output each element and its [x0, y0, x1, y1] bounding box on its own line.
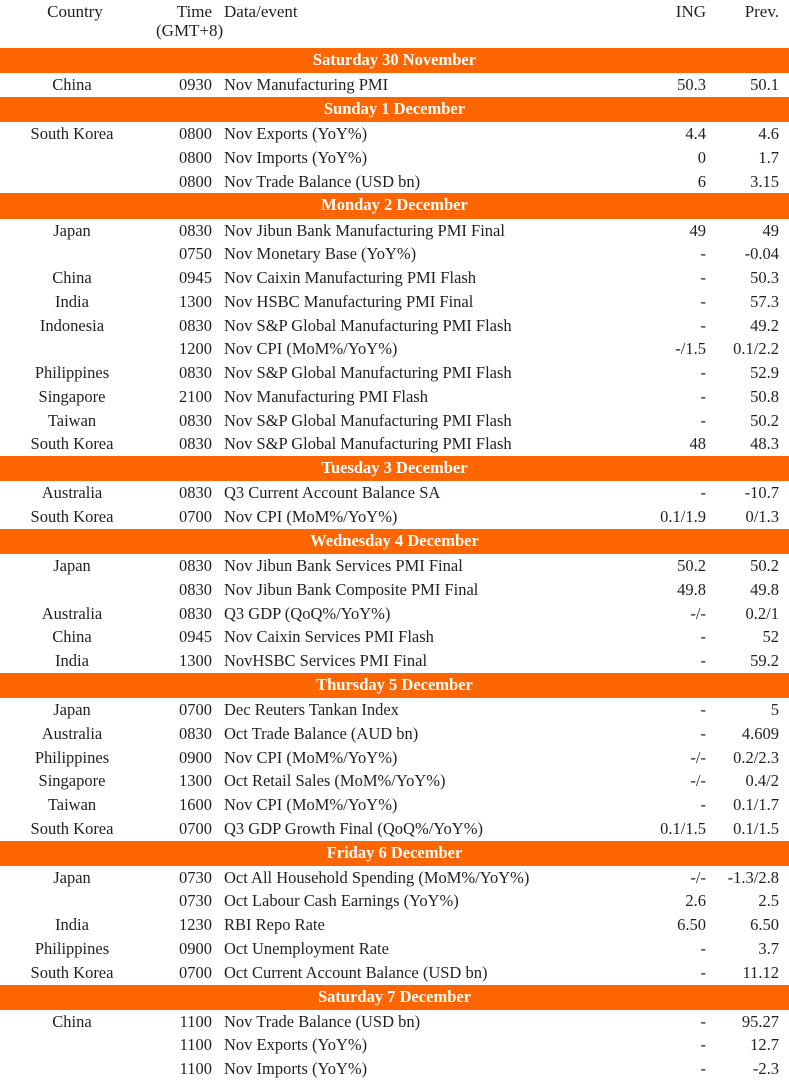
cell-event: Nov Jibun Bank Composite PMI Final: [224, 579, 479, 599]
cell-prev: 1.7: [758, 147, 779, 167]
table-row: [0, 146, 789, 170]
cell-time: 0800: [179, 124, 212, 144]
cell-ing: 6: [697, 171, 706, 191]
cell-event: Nov S&P Global Manufacturing PMI Flash: [224, 363, 512, 383]
cell-prev: 0.4/2: [745, 771, 779, 791]
cell-prev: 11.12: [742, 962, 779, 982]
cell-time: 0830: [179, 483, 212, 503]
cell-ing: -: [700, 627, 706, 647]
cell-ing: -: [700, 962, 706, 982]
cell-ing: -: [700, 699, 706, 719]
table-row: [0, 432, 789, 456]
day-header-label: Friday 6 December: [0, 841, 789, 866]
cell-country: India: [55, 915, 89, 935]
cell-event: Nov CPI (MoM%/YoY%): [224, 507, 398, 527]
cell-country: Australia: [41, 723, 103, 743]
cell-country: Japan: [53, 556, 91, 576]
cell-country: Philippines: [34, 747, 110, 767]
cell-time: 1300: [179, 291, 212, 311]
cell-time: 1300: [179, 651, 212, 671]
cell-event: Nov CPI (MoM%/YoY%): [224, 747, 398, 767]
cell-country: Japan: [53, 867, 91, 887]
table-row: [0, 337, 789, 361]
cell-time: 0830: [179, 556, 212, 576]
table-row: [0, 602, 789, 626]
cell-time: 0700: [179, 507, 212, 527]
cell-time: 0700: [179, 699, 212, 719]
cell-prev: -1.3/2.8: [727, 867, 779, 887]
cell-time: 0730: [179, 867, 212, 887]
cell-event: Nov Imports (YoY%): [224, 1059, 368, 1079]
cell-event: Nov Manufacturing PMI: [224, 75, 389, 95]
day-header-row: [0, 985, 789, 1010]
cell-time: 0830: [179, 579, 212, 599]
cell-event: Nov Caixin Manufacturing PMI Flash: [224, 268, 477, 288]
cell-time: 0930: [179, 75, 212, 95]
cell-event: Nov S&P Global Manufacturing PMI Flash: [224, 434, 512, 454]
table-row: [0, 385, 789, 409]
cell-ing: -/-: [690, 603, 706, 623]
cell-ing: -: [700, 268, 706, 288]
column-header-event: Data/event: [224, 2, 298, 21]
cell-country: Indonesia: [39, 315, 105, 335]
cell-prev: 3.7: [758, 939, 779, 959]
cell-prev: 49.8: [750, 579, 779, 599]
cell-country: Taiwan: [47, 795, 97, 815]
cell-ing: -: [700, 723, 706, 743]
cell-prev: 52: [762, 627, 779, 647]
cell-country: South Korea: [30, 962, 114, 982]
cell-country: China: [52, 627, 92, 647]
cell-prev: 2.5: [758, 891, 779, 911]
cell-event: Nov Jibun Bank Manufacturing PMI Final: [224, 220, 505, 240]
cell-ing: 6.50: [677, 915, 706, 935]
cell-event: Oct Current Account Balance (USD bn): [224, 962, 488, 982]
cell-country: Japan: [53, 699, 91, 719]
cell-time: 0830: [179, 723, 212, 743]
cell-ing: -/-: [690, 867, 706, 887]
cell-event: Nov Exports (YoY%): [224, 124, 368, 144]
cell-ing: -: [700, 291, 706, 311]
cell-ing: -/1.5: [675, 339, 706, 359]
cell-event: Q3 GDP (QoQ%/YoY%): [224, 603, 391, 623]
cell-time: 0830: [179, 434, 212, 454]
cell-prev: 50.2: [750, 410, 779, 430]
cell-time: 0750: [179, 244, 212, 264]
cell-ing: -: [700, 1059, 706, 1079]
cell-prev: 4.609: [741, 723, 779, 743]
cell-ing: -: [700, 651, 706, 671]
cell-ing: 50.2: [677, 556, 706, 576]
cell-ing: -/-: [690, 747, 706, 767]
day-header-row: [0, 529, 789, 554]
cell-ing: -: [700, 410, 706, 430]
cell-event: Oct Unemployment Rate: [224, 939, 389, 959]
cell-time: 0830: [179, 603, 212, 623]
cell-prev: 0.1/1.5: [733, 818, 779, 838]
table-row: [0, 122, 789, 146]
cell-prev: 0.1/2.2: [733, 339, 779, 359]
cell-ing: -: [700, 795, 706, 815]
table-row: [0, 722, 789, 746]
cell-prev: 6.50: [750, 915, 779, 935]
table-row: [0, 746, 789, 770]
cell-prev: 50.1: [750, 75, 779, 95]
cell-ing: 0: [697, 147, 706, 167]
cell-country: China: [52, 75, 92, 95]
day-header-row: [0, 841, 789, 866]
cell-ing: 4.4: [685, 124, 706, 144]
cell-ing: -: [700, 939, 706, 959]
cell-ing: 0.1/1.5: [660, 818, 706, 838]
column-header-country: Country: [47, 2, 103, 21]
cell-event: Nov Imports (YoY%): [224, 147, 368, 167]
column-header-ing: ING: [675, 2, 706, 21]
table-row: [0, 409, 789, 433]
cell-time: 0800: [179, 147, 212, 167]
cell-event: Nov S&P Global Manufacturing PMI Flash: [224, 410, 512, 430]
table-row: [0, 290, 789, 314]
cell-event: Nov Caixin Services PMI Flash: [224, 627, 434, 647]
cell-prev: 49: [762, 220, 779, 240]
table-row: [0, 554, 789, 578]
cell-event: Nov Trade Balance (USD bn): [224, 1011, 421, 1031]
cell-prev: 52.9: [750, 363, 779, 383]
cell-prev: 0.2/2.3: [733, 747, 779, 767]
cell-country: South Korea: [30, 507, 114, 527]
day-header-label: Monday 2 December: [0, 193, 789, 218]
day-header-label: Sunday 1 December: [0, 97, 789, 122]
cell-country: [0, 1033, 150, 1057]
cell-time: 1200: [179, 339, 212, 359]
cell-prev: -2.3: [752, 1059, 779, 1079]
cell-time: 2100: [179, 386, 212, 406]
cell-country: Singapore: [38, 771, 106, 791]
cell-prev: -10.7: [744, 483, 779, 503]
cell-event: Q3 Current Account Balance SA: [224, 483, 441, 503]
day-header-label: Saturday 30 November: [0, 48, 789, 73]
table-row: [0, 73, 789, 97]
cell-country: Japan: [53, 220, 91, 240]
day-header-label: Wednesday 4 December: [0, 529, 789, 554]
cell-time: 0945: [179, 627, 212, 647]
cell-country: China: [52, 1011, 92, 1031]
cell-country: Singapore: [38, 386, 106, 406]
cell-ing: 49: [689, 220, 706, 240]
cell-event: Nov Exports (YoY%): [224, 1035, 368, 1055]
table-row: [0, 866, 789, 890]
table-row: [0, 649, 789, 673]
cell-country: [0, 889, 150, 913]
day-header-label: Thursday 5 December: [0, 673, 789, 698]
table-row: [0, 266, 789, 290]
table-row: [0, 361, 789, 385]
cell-event: Dec Reuters Tankan Index: [224, 699, 399, 719]
table-row: [0, 578, 789, 602]
cell-country: [0, 1057, 150, 1081]
cell-event: RBI Repo Rate: [224, 915, 325, 935]
table-row: [0, 481, 789, 505]
cell-time: 1600: [179, 795, 212, 815]
cell-event: Nov Jibun Bank Services PMI Final: [224, 556, 463, 576]
cell-time: 0900: [179, 747, 212, 767]
header-row: [0, 0, 789, 48]
cell-country: China: [52, 268, 92, 288]
cell-country: Taiwan: [47, 410, 97, 430]
cell-event: Nov CPI (MoM%/YoY%): [224, 795, 398, 815]
cell-prev: 50.8: [750, 386, 779, 406]
table-row: [0, 505, 789, 529]
cell-ing: 49.8: [677, 579, 706, 599]
cell-ing: 2.6: [685, 891, 706, 911]
cell-country: [0, 578, 150, 602]
table-row: [0, 937, 789, 961]
cell-ing: -: [700, 363, 706, 383]
day-header-label: Tuesday 3 December: [0, 456, 789, 481]
column-header-time-line2: (GMT+8): [156, 21, 224, 41]
cell-country: Philippines: [34, 363, 110, 383]
cell-event: Nov Manufacturing PMI Flash: [224, 386, 428, 406]
day-header-row: [0, 456, 789, 481]
table-row: [0, 625, 789, 649]
day-header-row: [0, 193, 789, 218]
cell-country: Philippines: [34, 939, 110, 959]
cell-ing: 48: [689, 434, 706, 454]
cell-time: 0900: [179, 939, 212, 959]
day-header-row: [0, 48, 789, 73]
cell-prev: 48.3: [750, 434, 779, 454]
cell-country: South Korea: [30, 818, 114, 838]
table-row: [0, 913, 789, 937]
cell-time: 0830: [179, 315, 212, 335]
cell-country: India: [55, 651, 89, 671]
cell-time: 0945: [179, 268, 212, 288]
cell-time: 1100: [179, 1035, 212, 1055]
cell-time: 0830: [179, 363, 212, 383]
cell-country: South Korea: [30, 124, 114, 144]
column-header-time: [150, 0, 224, 48]
cell-prev: 0.2/1: [745, 603, 779, 623]
table-row: [0, 769, 789, 793]
table-row: [0, 961, 789, 985]
cell-prev: -0.04: [744, 244, 779, 264]
table-row: [0, 242, 789, 266]
cell-event: Oct All Household Spending (MoM%/YoY%): [224, 867, 530, 887]
cell-ing: -: [700, 483, 706, 503]
cell-event: Nov Trade Balance (USD bn): [224, 171, 421, 191]
cell-prev: 5: [770, 699, 779, 719]
cell-prev: 0.1/1.7: [733, 795, 779, 815]
cell-prev: 57.3: [750, 291, 779, 311]
table-row: [0, 698, 789, 722]
column-header-prev: Prev.: [744, 2, 779, 21]
cell-event: NovHSBC Services PMI Final: [224, 651, 428, 671]
cell-event: Oct Retail Sales (MoM%/YoY%): [224, 771, 446, 791]
cell-time: 0700: [179, 818, 212, 838]
cell-time: 1100: [179, 1059, 212, 1079]
table-row: [0, 314, 789, 338]
table-row: [0, 219, 789, 243]
cell-ing: -: [700, 1035, 706, 1055]
table-row: [0, 170, 789, 194]
cell-prev: 3.15: [750, 171, 779, 191]
table-row: [0, 889, 789, 913]
cell-event: Nov Monetary Base (YoY%): [224, 244, 417, 264]
cell-ing: -: [700, 315, 706, 335]
cell-time: 0830: [179, 410, 212, 430]
table-body: [0, 48, 789, 1081]
cell-country: [0, 242, 150, 266]
cell-prev: 4.6: [758, 124, 779, 144]
cell-time: 0800: [179, 171, 212, 191]
table-row: [0, 793, 789, 817]
table-header: [0, 0, 789, 48]
cell-country: South Korea: [30, 434, 114, 454]
day-header-row: [0, 97, 789, 122]
table-row: [0, 1010, 789, 1034]
cell-country: Australia: [41, 603, 103, 623]
cell-prev: 50.3: [750, 268, 779, 288]
table-row: [0, 1057, 789, 1081]
cell-prev: 0/1.3: [745, 507, 779, 527]
cell-country: [0, 170, 150, 194]
cell-event: Oct Labour Cash Earnings (YoY%): [224, 891, 459, 911]
cell-ing: -: [700, 244, 706, 264]
table-row: [0, 817, 789, 841]
cell-prev: 12.7: [750, 1035, 779, 1055]
cell-event: Nov HSBC Manufacturing PMI Final: [224, 291, 474, 311]
cell-time: 0700: [179, 962, 212, 982]
cell-ing: -: [700, 1011, 706, 1031]
cell-prev: 59.2: [750, 651, 779, 671]
cell-ing: -: [700, 386, 706, 406]
cell-time: 0830: [179, 220, 212, 240]
cell-time: 1230: [179, 915, 212, 935]
cell-prev: 49.2: [750, 315, 779, 335]
cell-event: Nov CPI (MoM%/YoY%): [224, 339, 398, 359]
day-header-label: Saturday 7 December: [0, 985, 789, 1010]
cell-ing: 0.1/1.9: [660, 507, 706, 527]
cell-country: Australia: [41, 483, 103, 503]
cell-event: Q3 GDP Growth Final (QoQ%/YoY%): [224, 818, 483, 838]
cell-ing: 50.3: [677, 75, 706, 95]
cell-country: [0, 146, 150, 170]
column-header-time-line1: Time: [176, 2, 212, 21]
cell-time: 0730: [179, 891, 212, 911]
cell-country: [0, 337, 150, 361]
table-row: [0, 1033, 789, 1057]
cell-prev: 95.27: [741, 1011, 779, 1031]
cell-event: Oct Trade Balance (AUD bn): [224, 723, 419, 743]
cell-time: 1300: [179, 771, 212, 791]
cell-country: India: [55, 291, 89, 311]
cell-prev: 50.2: [750, 556, 779, 576]
cell-ing: -/-: [690, 771, 706, 791]
cell-time: 1100: [179, 1011, 212, 1031]
cell-event: Nov S&P Global Manufacturing PMI Flash: [224, 315, 512, 335]
day-header-row: [0, 673, 789, 698]
